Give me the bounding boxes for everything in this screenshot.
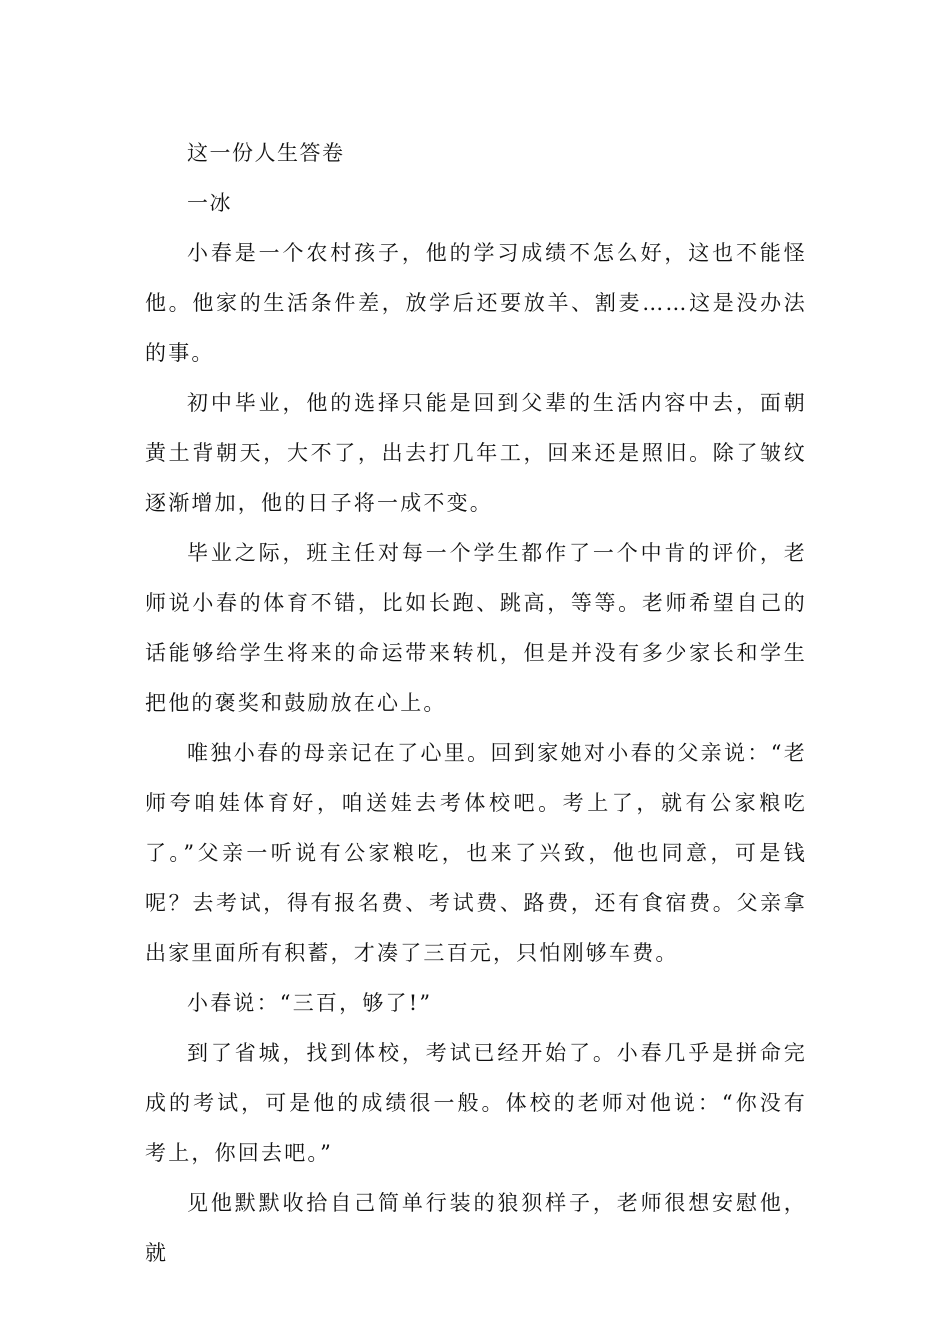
paragraph: 初中毕业，他的选择只能是回到父辈的生活内容中去，面朝黄土背朝天，大不了，出去打几年工，回来还是照旧。除了皱纹逐渐增加，他的日子将一成不变。 <box>145 391 807 515</box>
document-author: 一冰 <box>187 191 232 215</box>
paragraph: 唯独小春的母亲记在了心里。回到家她对小春的父亲说：“老师夸咱娃体育好，咱送娃去考体校吧。考上了，就有公家粮吃了。”父亲一听说有公家粮吃，也来了兴致，他也同意，可是钱呢？去考试，得有报名费、考试费、路费，还有食宿费。父亲拿出家里面所有积蓄，才凑了三百元，只怕刚够车费。 <box>145 741 807 965</box>
paragraph: 小春是一个农村孩子，他的学习成绩不怎么好，这也不能怪他。他家的生活条件差，放学后还要放羊、割麦……这是没办法的事。 <box>145 241 807 365</box>
paragraph: 到了省城，找到体校，考试已经开始了。小春几乎是拼命完成的考试，可是他的成绩很一般。体校的老师对他说：“你没有考上，你回去吧。” <box>145 1041 807 1165</box>
paragraph: 见他默默收拾自己简单行装的狼狈样子，老师很想安慰他，就 <box>145 1191 807 1265</box>
document-title: 这一份人生答卷 <box>187 141 345 165</box>
paragraph: 小春说：“三百，够了!” <box>187 991 433 1015</box>
paragraph: 毕业之际，班主任对每一个学生都作了一个中肯的评价，老师说小春的体育不错，比如长跑、跳高，等等。老师希望自己的话能够给学生将来的命运带来转机，但是并没有多少家长和学生把他的褒奖和鼓励放在心上。 <box>145 541 807 715</box>
document-body <box>145 128 807 1278</box>
